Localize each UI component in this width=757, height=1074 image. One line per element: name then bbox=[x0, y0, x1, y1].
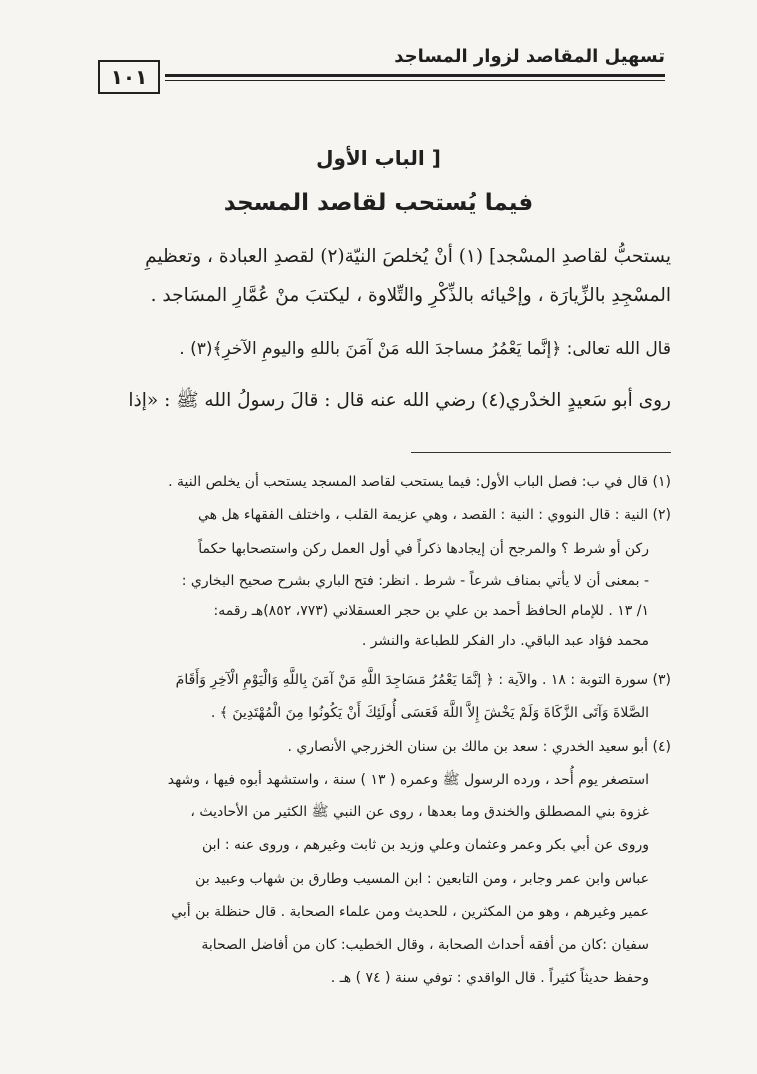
footnote-line: عباس وابن عمر وجابر ، ومن التابعين : ابن المسيب وطارق بن شهاب وعبيد بن bbox=[195, 871, 649, 887]
footnote-line: وحفظ حديثاً كثيراً . قال الواقدي : توفي سنة ( ٧٤ ) هـ . bbox=[330, 970, 649, 986]
header-rule bbox=[165, 74, 665, 77]
footnote-line: غزوة بني المصطلق والخندق وما بعدها ، روى عن النبي ﷺ الكثير من الأحاديث ، bbox=[190, 804, 649, 820]
footnote-line: استصغر يوم أُحد ، ورده الرسول ﷺ وعمره ( ١٣ ) سنة ، واستشهد أبوه فيها ، وشهد bbox=[167, 772, 649, 788]
body-line: المسْجِدِ بالزِّيارَة ، وإحْيائه بالذِّكْرِ والتِّلاوة ، ليكتبَ منْ عُمَّارِ المسَاجد . bbox=[150, 285, 671, 306]
body-line-quran-verse: قال الله تعالى: ﴿إنَّما يَعْمُرُ مساجدَ الله مَنْ آمَنَ باللهِ واليومِ الآخرِ﴾(٣) . bbox=[179, 339, 671, 359]
footnote-line: (٤) أبو سعيد الخدري : سعد بن مالك بن سنان الخزرجي الأنصاري . bbox=[287, 739, 671, 755]
page-number: ١٠١ bbox=[98, 60, 160, 94]
footnote-line: ١/ ١٣ . للإمام الحافظ أحمد بن علي بن حجر العسقلاني (٧٧٣، ٨٥٢)هـ رقمه: bbox=[213, 603, 649, 619]
running-header-title: تسهيل المقاصد لزوار المساجد bbox=[394, 46, 665, 67]
footnote-line: عمير وغيرهم ، وهو من المكثرين ، للحديث ومن علماء الصحابة . قال حنظلة بن أبي bbox=[171, 904, 649, 920]
body-line: يستحبُّ لقاصدِ المسْجد] (١) أنْ يُخلصَ النيّة(٢) لقصدِ العبادة ، وتعظيمِ bbox=[145, 246, 671, 267]
footnote-line: محمد فؤاد عبد الباقي. دار الفكر للطباعة والنشر . bbox=[361, 633, 649, 649]
footnote-line: (٢) النية : قال النووي : النية : القصد ، وهي عزيمة القلب ، واختلف الفقهاء هل هي bbox=[197, 507, 671, 523]
footnote-line: (٣) سورة التوبة : ١٨ . والآية : ﴿ إنَّمَا يَعْمُرُ مَسَاجِدَ اللَّهِ مَنْ آمَنَ بِاللَّهِ وَالْيَوْمِ الْآخِرِ وَأَقَامَ bbox=[175, 672, 671, 688]
footnote-line: وروى عن أبي بكر وعمر وعثمان وعلي وزيد بن ثابت وغيرهم ، وروى عنه : ابن bbox=[201, 837, 649, 853]
footnote-line: (١) قال في ب: فصل الباب الأول: فيما يستحب لقاصد المسجد يستحب أن يخلص النية . bbox=[168, 474, 671, 490]
footnote-line: سفيان :كان من أفقه أحداث الصحابة ، وقال الخطيب: كان من أفاضل الصحابة bbox=[201, 937, 649, 953]
footnote-line: - بمعنى أن لا يأتي بمناف شرعاً - شرط . انظر: فتح الباري بشرح صحيح البخاري : bbox=[181, 573, 649, 589]
body-line: روى أبو سَعيدٍ الخدْري(٤) رضي الله عنه قال : قالَ رسولُ الله ﷺ : «إذا bbox=[128, 390, 671, 411]
chapter-subtitle: فيما يُستحب لقاصد المسجد bbox=[223, 190, 534, 216]
header-rule-thin bbox=[165, 80, 665, 81]
footnote-line: الصَّلاةَ وَآتَى الزَّكَاةَ وَلَمْ يَخْشَ إِلاَّ اللَّهَ فَعَسَى أُولَئِكَ أَنْ يَكُونُوا مِنَ الْمُهْتَدِينَ ﴾ . bbox=[210, 705, 649, 721]
chapter-title: [ الباب الأول bbox=[316, 146, 441, 170]
footnote-separator bbox=[411, 452, 671, 453]
footnote-line: ركن أو شرط ؟ والمرجح أن إيجادها ذكراً في أول العمل ركن واستصحابها حكماً bbox=[198, 541, 649, 557]
